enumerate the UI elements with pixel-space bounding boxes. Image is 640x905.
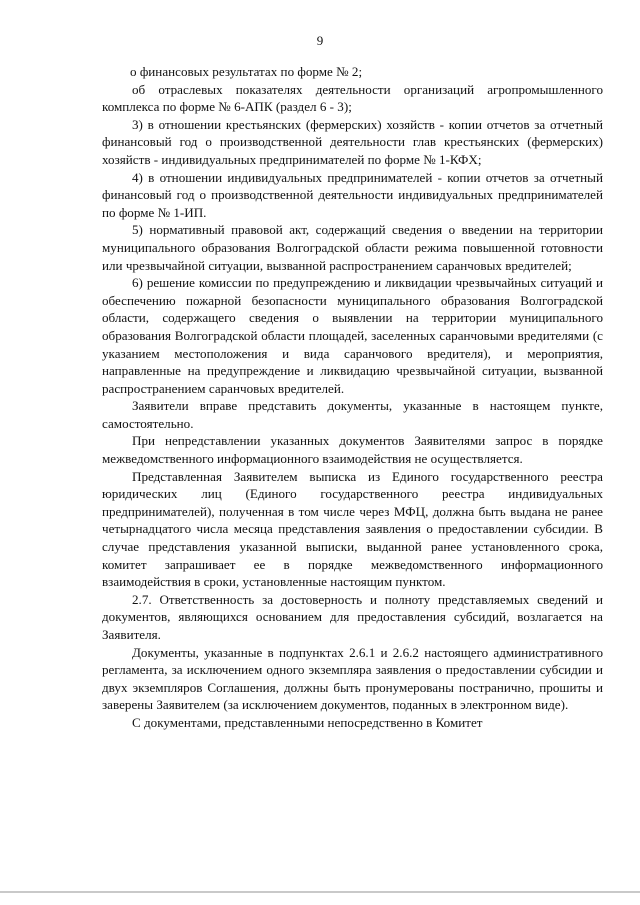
paragraph: Представленная Заявителем выписка из Единого государственного реестра юридических лиц (Единого государственного реестра индивидуальных предпринимателей), полученная в том числе через МФЦ, должна быть выдана не ранее четырнадцатого числа месяца представления заявления о предоставлении субсидии. В случае представления указанной выписки, выданной ранее установленного срока, комитет запрашивает ее в порядке межведомственного информационного взаимодействия в сроки, установленные настоящим пунктом. xyxy=(102,468,603,590)
paragraph: 6) решение комиссии по предупреждению и ликвидации чрезвычайных ситуаций и обеспечению пожарной безопасности муниципального образования Волгоградской области, содержащего сведения о выявлении на территории муниципального образования Волгоградской области площадей, заселенных саранчовыми вредителями (с указанием местоположения и вида саранчового вредителя), и мероприятия, направленные на предупреждение и ликвидацию чрезвычайной ситуации, вызванной распространением саранчовых вредителей. xyxy=(102,275,603,396)
page-bottom-rule xyxy=(0,891,640,893)
paragraph: об отраслевых показателях деятельности организаций агропромышленного комплекса по форме № 6-АПК (раздел 6 - 3); xyxy=(102,81,603,115)
paragraph: Документы, указанные в подпунктах 2.6.1 и 2.6.2 настоящего административного регламента, за исключением одного экземпляра заявления о предоставлении субсидии и двух экземпляров Соглашения, должны быть пронумерованы постранично, прошиты и заверены Заявителем (за исключением документов, поданных в электронном виде). xyxy=(102,644,603,713)
paragraph: 4) в отношении индивидуальных предпринимателей - копии отчетов за отчетный финансовый год о производственной деятельности индивидуальных предпринимателей по форме № 1-ИП. xyxy=(102,169,603,220)
paragraph: 2.7. Ответственность за достоверность и полноту представляемых сведений и документов, являющихся основанием для предоставления субсидий, возлагается на Заявителя. xyxy=(102,591,603,642)
paragraph: С документами, представленными непосредственно в Комитет xyxy=(132,714,483,730)
paragraph: 5) нормативный правовой акт, содержащий сведения о введении на территории муниципального образования Волгоградской области режима повышенной готовности или чрезвычайной ситуации, вызванной распространением саранчовых вредителей; xyxy=(102,222,603,273)
page-number: 9 xyxy=(316,33,324,48)
paragraph: 3) в отношении крестьянских (фермерских) хозяйств - копии отчетов за отчетный финансовый год о производственной деятельности глав крестьянских (фермерских) хозяйств - индивидуальных предпринимателей по форме № 1-КФХ; xyxy=(102,116,603,167)
paragraph: При непредставлении указанных документов Заявителями запрос в порядке межведомственного информационного взаимодействия не осуществляется. xyxy=(102,433,603,467)
paragraph: Заявители вправе представить документы, указанные в настоящем пункте, самостоятельно. xyxy=(102,398,603,431)
document-body xyxy=(102,63,603,732)
paragraph: о финансовых результатах по форме № 2; xyxy=(130,64,363,79)
